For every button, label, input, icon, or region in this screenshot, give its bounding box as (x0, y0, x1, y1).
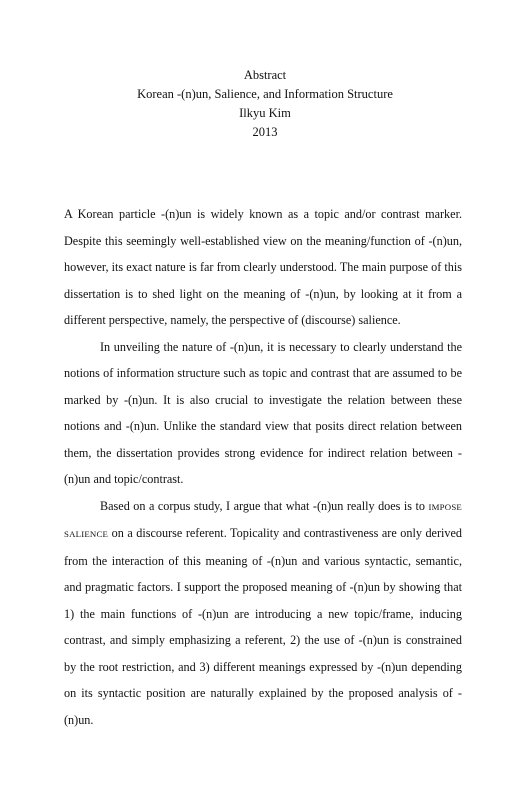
abstract-body (64, 201, 462, 733)
small-caps-term: IMPOSE SALIENCE (64, 501, 462, 539)
year: 2013 (252, 125, 278, 139)
paragraph-3-part-2: on a discourse referent. Topicality and contrastiveness are only derived from the interaction of this meaning of -(n)un and various syntactic, semantic, and pragmatic factors. I support the proposed meaning of -(n)un by showing that 1) the main functions of -(n)un are introducing a new topic/frame, inducing contrast, and simply emphasizing a referent, 2) the use of -(n)un is constrained by the root restriction, and 3) different meanings expressed by -(n)un depending on its syntactic position are naturally explained by the proposed analysis of -(n)un. (64, 526, 462, 727)
author-name: Ilkyu Kim (239, 106, 291, 120)
paragraph-1: A Korean particle -(n)un is widely known as a topic and/or contrast marker. Despite this seemingly well-established view on the meaning/function of -(n)un, however, its exact nature is far from clearly understood. The main purpose of this dissertation is to shed light on the meaning of -(n)un, by looking at it from a different perspective, namely, the perspective of (discourse) salience. (64, 207, 462, 327)
paragraph-3-part-1: Based on a corpus study, I argue that what -(n)un really does is to (100, 498, 426, 513)
abstract-heading: Abstract (243, 68, 287, 82)
paragraph-2: In unveiling the nature of -(n)un, it is necessary to clearly understand the notions of information structure such as topic and contrast that are assumed to be marked by -(n)un. It is also crucial to investigate the relation between these notions and -(n)un. Unlike the standard view that posits direct relation between them, the dissertation provides strong evidence for indirect relation between -(n)un and topic/contrast. (64, 339, 462, 486)
title-block (0, 66, 530, 142)
dissertation-title: Korean -(n)un, Salience, and Information Structure (137, 87, 393, 101)
paragraph-3 (64, 493, 462, 734)
